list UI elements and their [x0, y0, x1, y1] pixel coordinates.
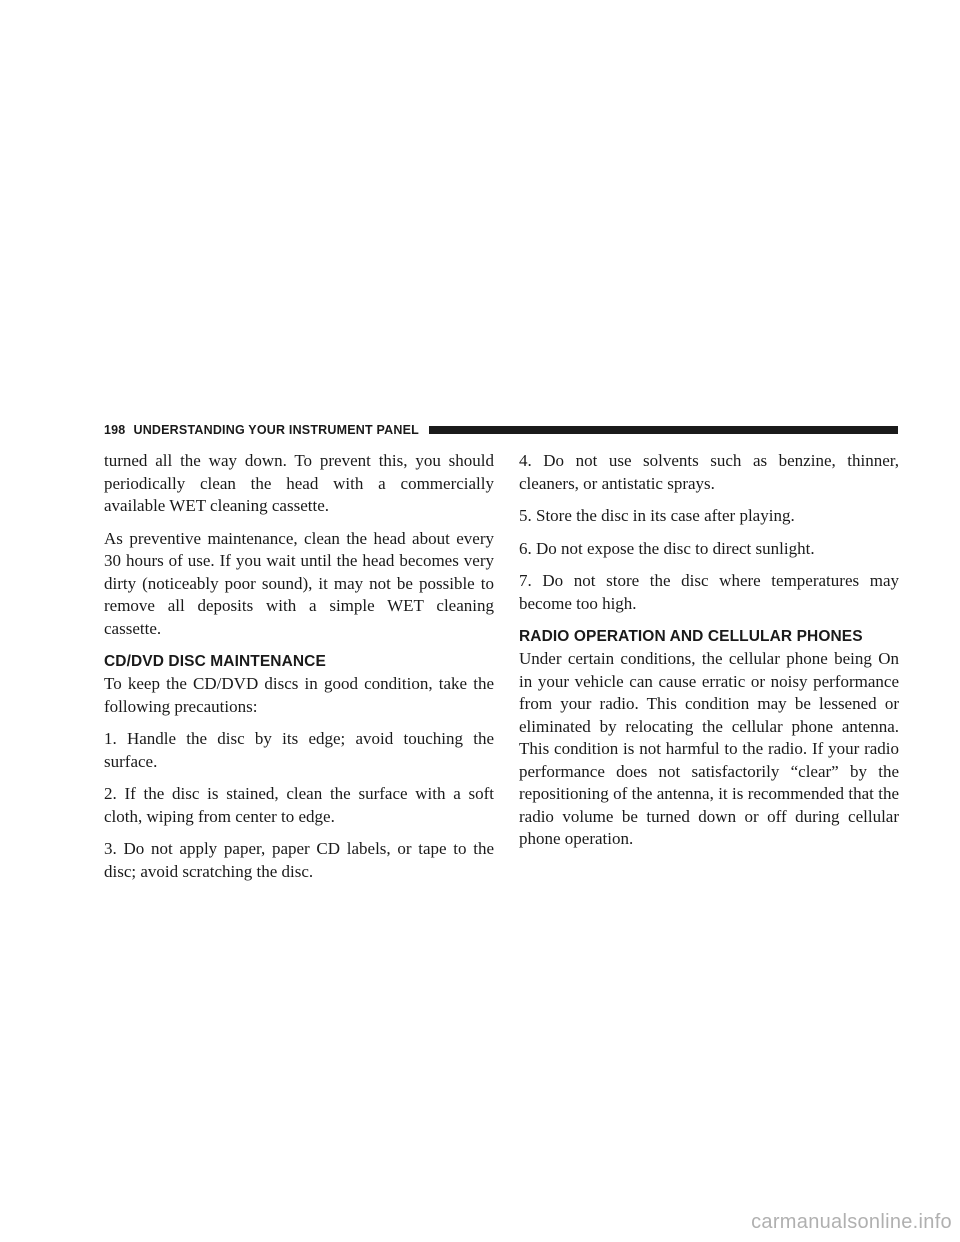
right-column	[519, 450, 899, 861]
paragraph-radio-cellular: Under certain conditions, the cellular phone being On in your vehicle can cause erratic or noisy performance from your radio. This condition may be lessened or eliminated by relocating the cellular phone antenna. This condition is not harmful to the radio. If your radio performance does not satisfactorily “clear” by the repositioning of the antenna, it is recommended that the radio volume be turned down or off during cellular phone operation.	[519, 649, 899, 848]
list-item-7: 7. Do not store the disc where temperatures may become too high.	[519, 571, 899, 613]
heading-cd-dvd-maintenance: CD/DVD DISC MAINTENANCE	[104, 653, 326, 670]
list-item-3: 3. Do not apply paper, paper CD labels, or tape to the disc; avoid scratching the disc.	[104, 839, 494, 881]
list-item-5: 5. Store the disc in its case after playing.	[519, 506, 795, 525]
section-title: UNDERSTANDING YOUR INSTRUMENT PANEL	[133, 423, 419, 437]
paragraph-cleaning-head: turned all the way down. To prevent this, you should periodically clean the head with a commercially available WET cleaning cassette.	[104, 451, 494, 515]
list-item-1: 1. Handle the disc by its edge; avoid touching the surface.	[104, 729, 494, 771]
paragraph-cd-intro: To keep the CD/DVD discs in good condition, take the following precautions:	[104, 674, 494, 716]
header-rule	[429, 426, 898, 434]
list-item-4: 4. Do not use solvents such as benzine, thinner, cleaners, or antistatic sprays.	[519, 451, 899, 493]
page-number: 198	[104, 423, 126, 437]
paragraph-preventive-maintenance: As preventive maintenance, clean the head about every 30 hours of use. If you wait until the head becomes very dirty (noticeably poor sound), it may not be possible to remove all deposits with a simple WET cleaning cassette.	[104, 528, 494, 638]
list-item-6: 6. Do not expose the disc to direct sunlight.	[519, 538, 815, 558]
list-item-2: 2. If the disc is stained, clean the surface with a soft cloth, wiping from center to edge.	[104, 784, 494, 826]
left-column	[104, 450, 494, 893]
watermark-text: carmanualsonline.info	[751, 1211, 952, 1233]
heading-radio-cellular: RADIO OPERATION AND CELLULAR PHONES	[519, 628, 863, 645]
page-header	[104, 421, 898, 439]
